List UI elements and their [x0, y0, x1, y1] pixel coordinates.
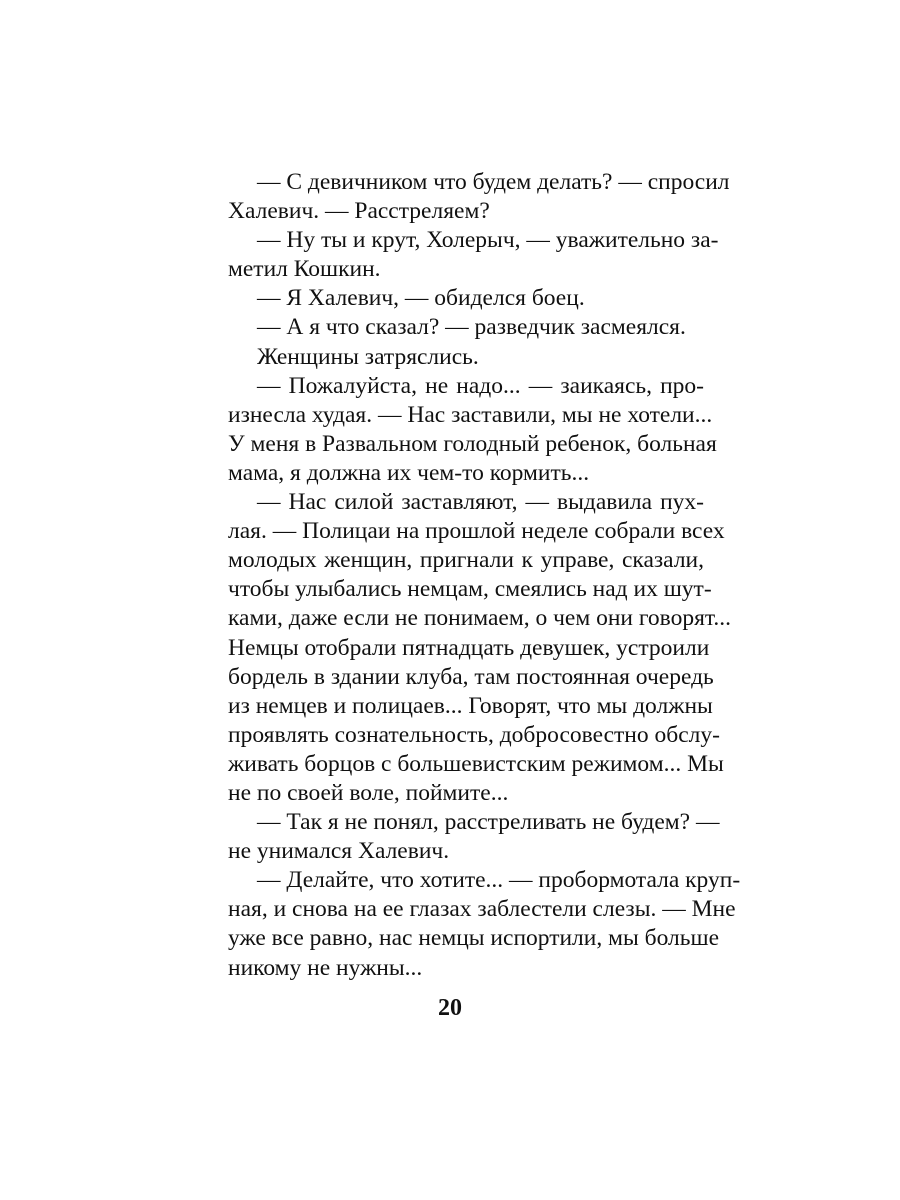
text-line: — Делайте, что хотите... — пробормотала круп-: [257, 867, 741, 894]
text-line: — С девичником что будем делать? — спросил: [257, 169, 730, 195]
text-line: — Ну ты и крут, Холерыч, — уважительно за-: [257, 227, 719, 254]
text-line: — Так я не понял, расстреливать не будем? —: [257, 809, 720, 836]
text-line: проявлять сознательность, добросовестно обслу-: [228, 721, 720, 748]
text-line: — А я что сказал? — разведчик засмеялся.: [257, 314, 686, 341]
page-number: 20: [438, 995, 462, 1021]
text-line: — Нас силой заставляют, — выдавила пух-: [257, 489, 704, 516]
text-line: метил Кошкин.: [228, 256, 381, 283]
text-line: чтобы улыбались немцам, смеялись над их шут-: [228, 576, 712, 603]
text-line: из немцев и полицаев... Говорят, что мы должны: [228, 692, 713, 719]
text-line: Женщины затряслись.: [257, 343, 479, 370]
text-line: Халевич. — Расстреляем?: [228, 198, 490, 225]
text-line: У меня в Развальном голодный ребенок, больная: [228, 430, 717, 457]
text-line: ками, даже если не понимаем, о чем они говорят...: [228, 605, 732, 632]
text-line: молодых женщин, пригнали к управе, сказали,: [228, 547, 704, 574]
text-line: живать борцов с большевистским режимом... Мы: [228, 750, 724, 777]
text-line: изнесла худая. — Нас заставили, мы не хотели...: [228, 401, 713, 428]
text-line: — Пожалуйста, не надо... — заикаясь, про-: [257, 372, 704, 399]
body-text: [228, 168, 741, 983]
text-line: Немцы отобрали пятнадцать девушек, устроили: [228, 634, 710, 661]
text-line: не по своей воле, поймите...: [228, 779, 509, 806]
text-line: ная, и снова на ее глазах заблестели слезы. — Мне: [228, 896, 736, 923]
text-line: мама, я должна их чем-то кормить...: [228, 459, 590, 486]
text-line: никому не нужны...: [228, 954, 423, 981]
text-line: лая. — Полицаи на прошлой неделе собрали всех: [228, 518, 725, 545]
text-line: бордель в здании клуба, там постоянная очередь: [228, 663, 714, 690]
text-line: уже все равно, нас немцы испортили, мы больше: [228, 925, 720, 952]
text-line: не унимался Халевич.: [228, 838, 450, 865]
text-line: — Я Халевич, — обиделся боец.: [257, 285, 585, 312]
